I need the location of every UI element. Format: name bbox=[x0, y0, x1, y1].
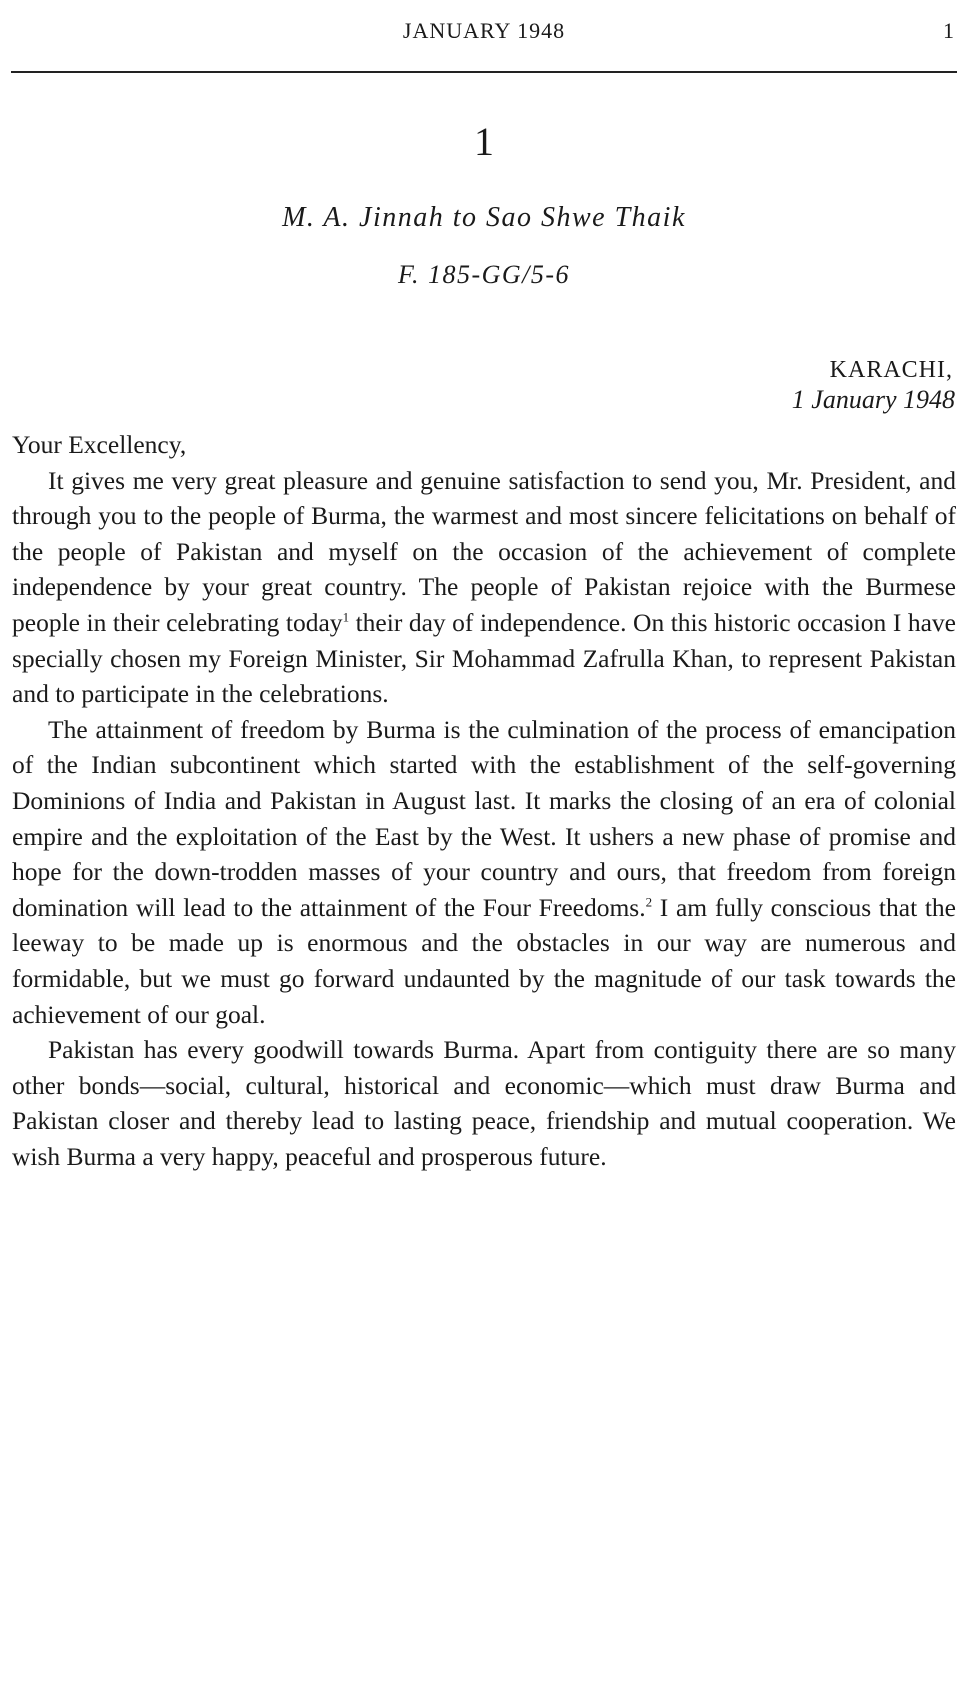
file-reference: F. 185-GG/5-6 bbox=[397, 260, 571, 289]
running-head bbox=[0, 18, 968, 48]
letter-place: KARACHI, bbox=[829, 357, 953, 383]
salutation: Your Excellency, bbox=[12, 430, 187, 459]
paragraph-1-part-b: their day of independence. On this historic occasion I have specially chosen my Foreign Minister, Sir Mohammad Zafrulla Khan, to represent Pakistan and to participate in the celebrations. bbox=[12, 607, 956, 709]
page-number: 1 bbox=[943, 18, 954, 43]
header-rule bbox=[11, 71, 957, 73]
paragraph-2 bbox=[12, 712, 956, 1032]
paragraph-3: Pakistan has every goodwill towards Burma. Apart from contiguity there are so many other bonds—social, cultural, historical and economic—which must draw Burma and Pakistan closer and thereby lead to lasting peace, friendship and mutual cooperation. We wish Burma a very happy, peaceful and prosperous future. bbox=[12, 1035, 956, 1171]
paragraph-2-part-a: The attainment of freedom by Burma is the culmination of the process of emancipation of the Indian subcontinent which started with the establishment of the self-governing Dominions of India and Pakistan in August last. It marks the closing of an era of colonial empire and the exploitation of the East by the West. It ushers a new phase of promise and hope for the down-trodden masses of your country and ours, that freedom from foreign domination will lead to the attainment of the Four Freedoms. bbox=[12, 714, 956, 922]
letter-body bbox=[12, 427, 956, 1174]
document-heading: M. A. Jinnah to Sao Shwe Thaik bbox=[282, 202, 686, 233]
paragraph-1 bbox=[12, 463, 956, 712]
footnote-marker-1: 1 bbox=[342, 609, 350, 625]
letter-date: 1 January 1948 bbox=[791, 385, 955, 414]
footnote-marker-2: 2 bbox=[645, 894, 653, 910]
paragraph-2-part-b: I am fully conscious that the leeway to be made up is enormous and the obstacles in our way are numerous and formidable, but we must go forward undaunted by the magnitude of our task towards the achievement of our goal. bbox=[12, 892, 956, 1029]
paragraph-1-part-a: It gives me very great pleasure and genuine satisfaction to send you, Mr. President, and through you to the people of Burma, the warmest and most sincere felicitations on behalf of the people of Pakistan and myself on the occasion of the achievement of complete independence by your great country. The people of Pakistan rejoice with the Burmese people in their celebrating today bbox=[12, 465, 956, 637]
document-number: 1 bbox=[474, 119, 494, 164]
running-title: JANUARY 1948 bbox=[402, 18, 566, 43]
